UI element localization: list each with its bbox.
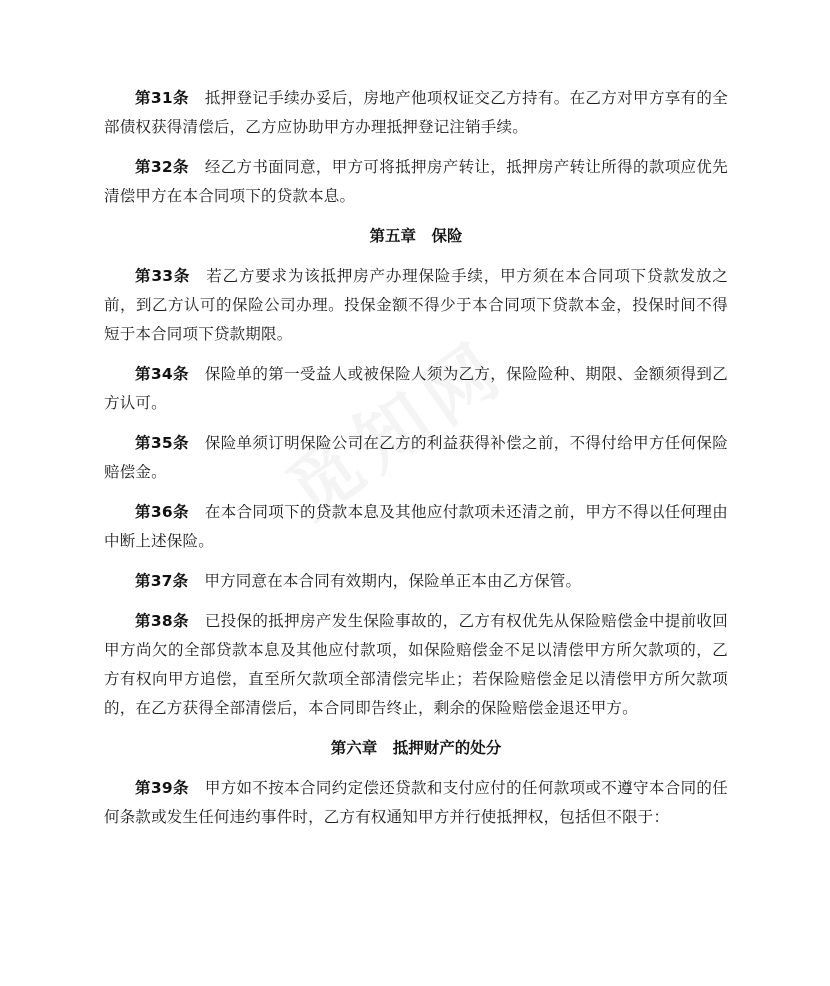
contract-body (104, 84, 728, 843)
article-text: 经乙方书面同意，甲方可将抵押房产转让，抵押房产转让所得的款项应优先清偿甲方在本合同项下的贷款本息。 (104, 158, 728, 205)
article-number: 第34条 (135, 365, 189, 383)
article-number: 第39条 (135, 779, 189, 797)
article-number: 第33条 (135, 267, 191, 285)
article-text: 已投保的抵押房产发生保险事故的，乙方有权优先从保险赔偿金中提前收回甲方尚欠的全部贷款本息及其他应付款项，如保险赔偿金不足以清偿甲方所欠款项的，乙方有权向甲方追偿，直至所欠款项全部清偿完毕止；若保险赔偿金足以清偿甲方所欠款项的，在乙方获得全部清偿后，本合同即告终止，剩余的保险赔偿金退还甲方。 (104, 612, 728, 717)
article-31 (104, 84, 728, 142)
article-number: 第31条 (135, 89, 189, 107)
article-text: 抵押登记手续办妥后，房地产他项权证交乙方持有。在乙方对甲方享有的全部债权获得清偿后，乙方应协助甲方办理抵押登记注销手续。 (104, 89, 728, 136)
article-text: 甲方同意在本合同有效期内，保险单正本由乙方保管。 (204, 572, 582, 590)
article-text: 保险单的第一受益人或被保险人须为乙方，保险险种、期限、金额须得到乙方认可。 (104, 365, 728, 412)
chapter-heading-insurance: 第五章 保险 (369, 227, 463, 245)
article-32 (104, 153, 728, 211)
article-33 (104, 262, 728, 349)
article-38 (104, 607, 728, 723)
article-35 (104, 429, 728, 487)
article-number: 第37条 (135, 572, 189, 590)
article-36 (104, 498, 728, 556)
article-34 (104, 360, 728, 418)
article-text: 若乙方要求为该抵押房产办理保险手续，甲方须在本合同项下贷款发放之前，到乙方认可的保险公司办理。投保金额不得少于本合同项下贷款本金，投保时间不得短于本合同项下贷款期限。 (104, 267, 728, 343)
chapter-heading-disposal: 第六章 抵押财产的处分 (330, 739, 502, 757)
article-37 (104, 567, 728, 596)
article-text: 甲方如不按本合同约定偿还贷款和支付应付的任何款项或不遵守本合同的任何条款或发生任何违约事件时，乙方有权通知甲方并行使抵押权，包括但不限于： (104, 779, 728, 826)
article-number: 第38条 (135, 612, 189, 630)
article-text: 保险单须订明保险公司在乙方的利益获得补偿之前，不得付给甲方任何保险赔偿金。 (104, 434, 728, 481)
article-text: 在本合同项下的贷款本息及其他应付款项未还清之前，甲方不得以任何理由中断上述保险。 (104, 503, 728, 550)
article-39 (104, 774, 728, 832)
article-number: 第32条 (135, 158, 189, 176)
article-number: 第36条 (135, 503, 189, 521)
article-number: 第35条 (135, 434, 189, 452)
